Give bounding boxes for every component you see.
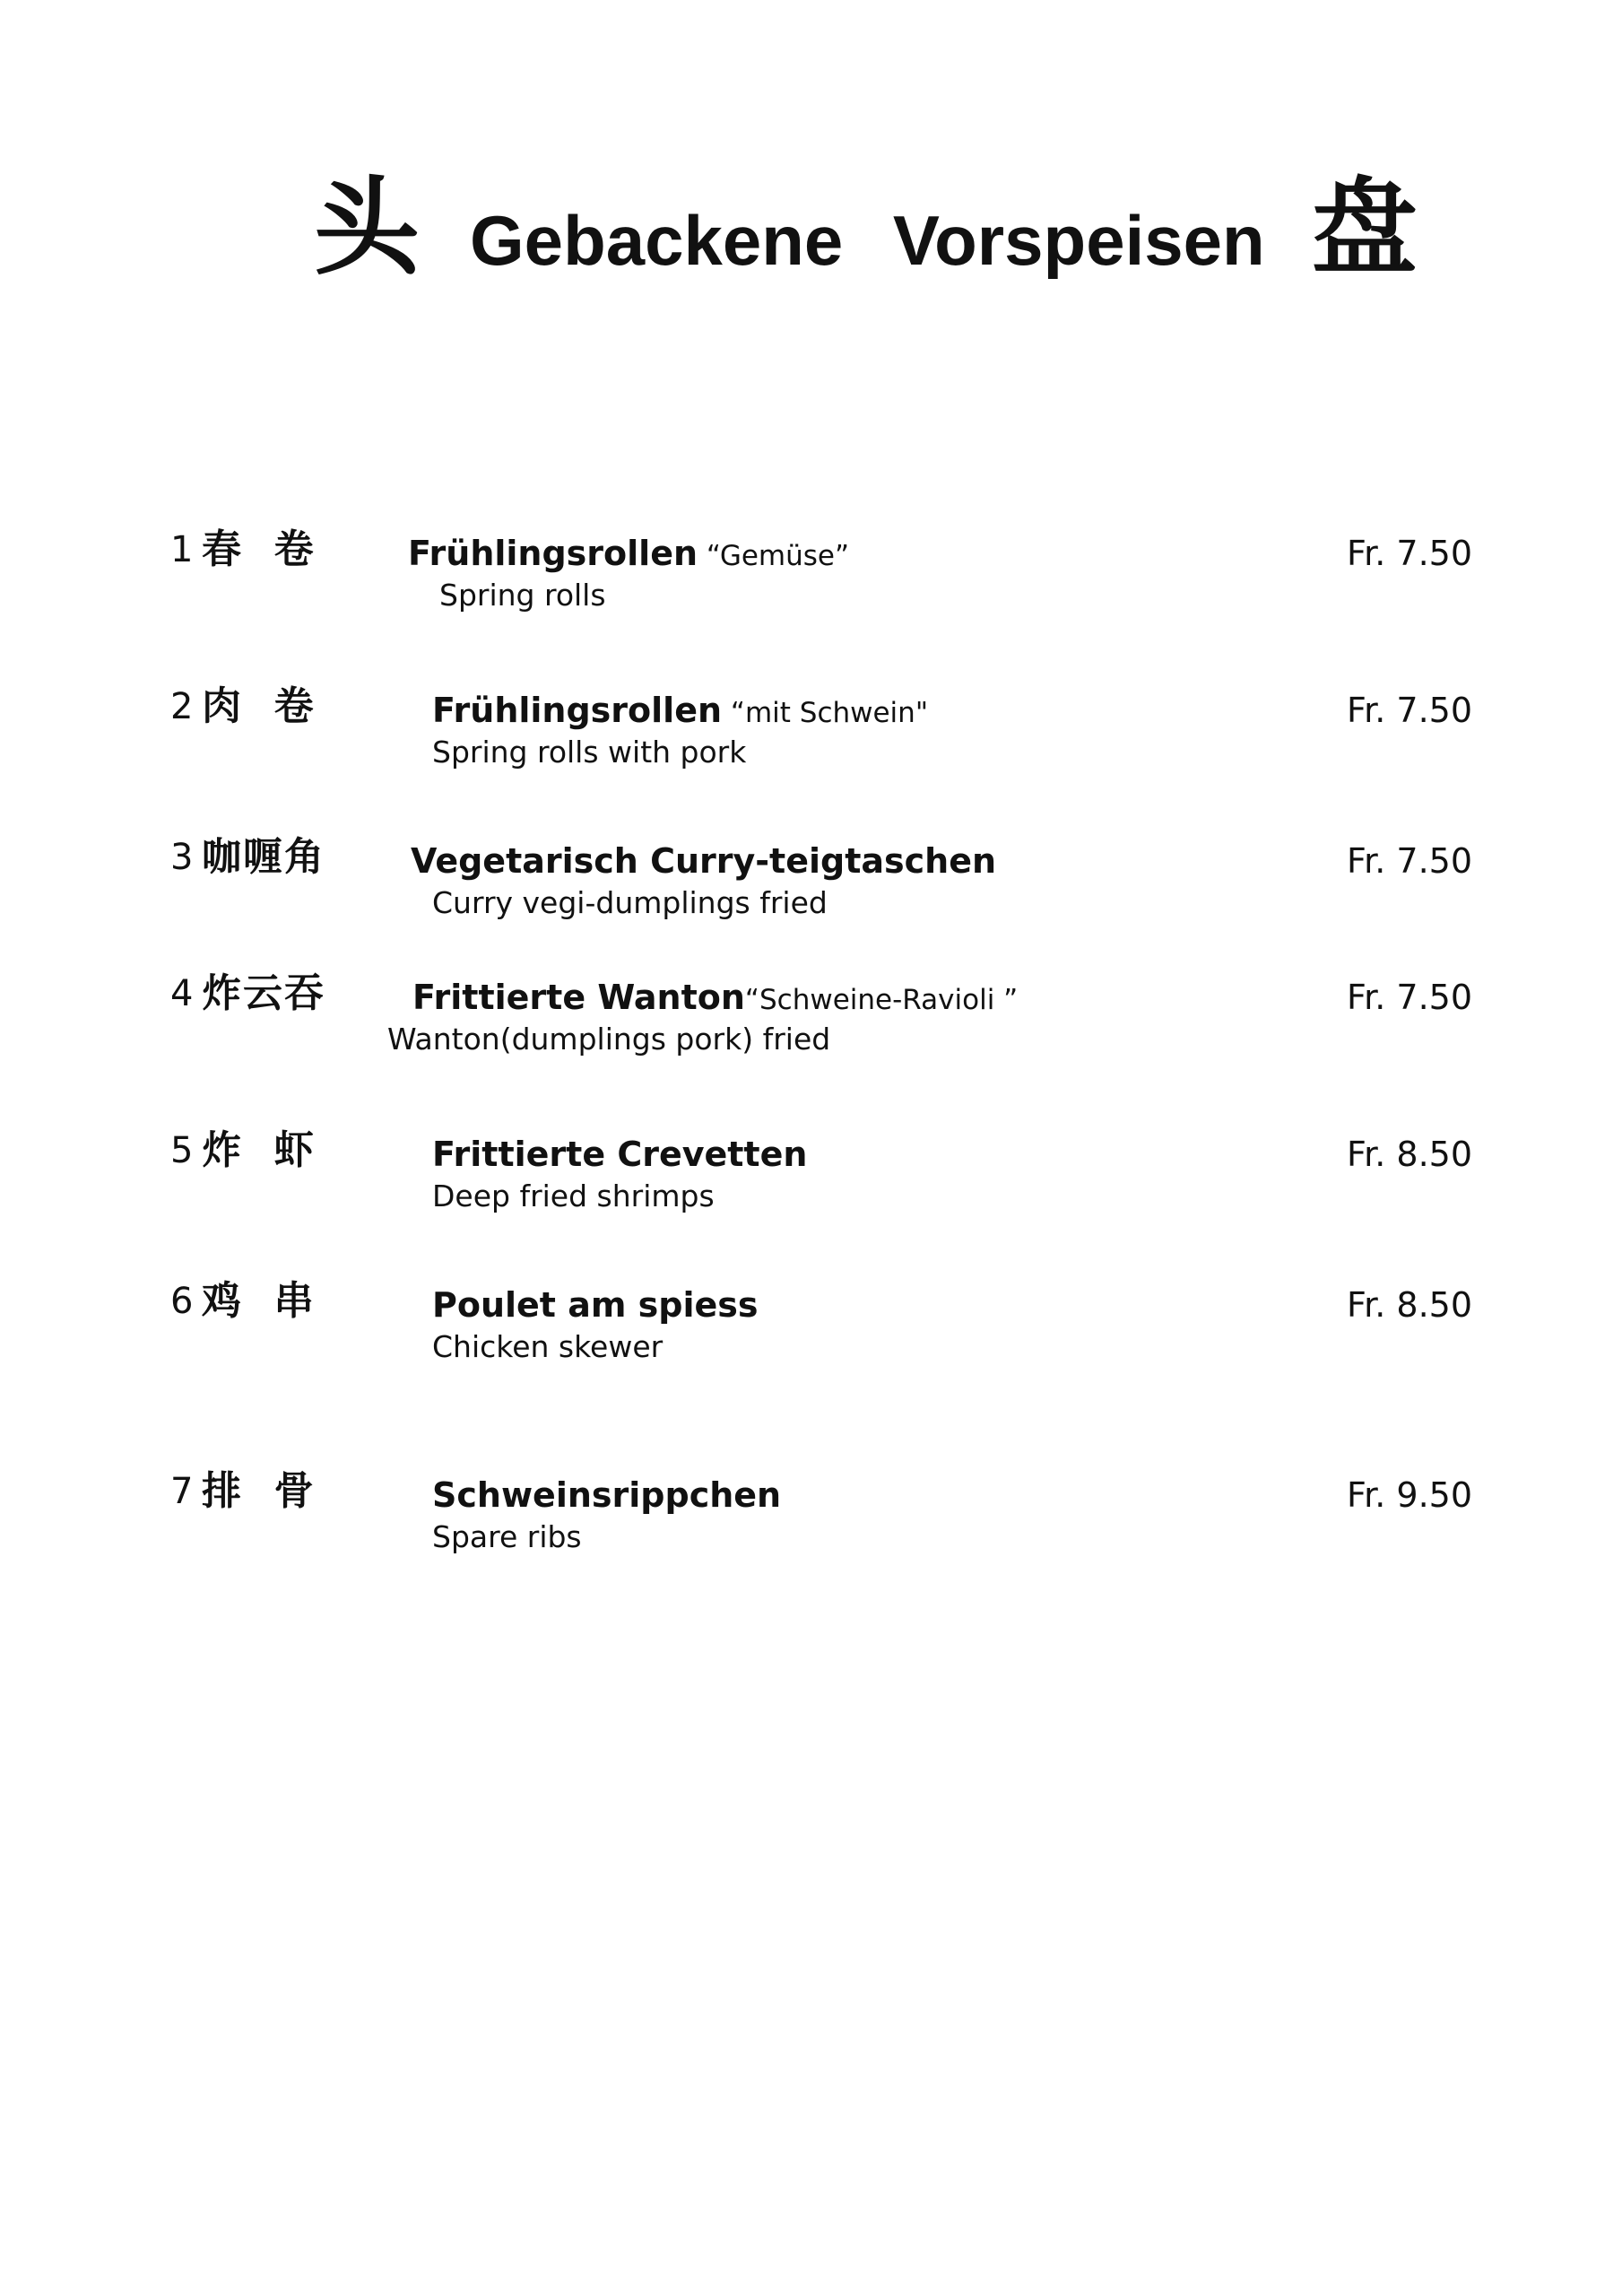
item-chinese-name: 咖喱角 xyxy=(202,834,325,880)
item-number: 1 xyxy=(170,529,194,570)
item-english: Spring rolls xyxy=(439,578,606,613)
item-note: “Schweine-Ravioli ” xyxy=(744,984,1019,1016)
item-name: Frittierte Wanton xyxy=(412,978,745,1017)
item-chinese-name: 炸云吞 xyxy=(202,970,325,1016)
item-chinese-name: 排 骨 xyxy=(202,1468,316,1514)
item-title xyxy=(432,1473,781,1520)
menu-item xyxy=(0,527,1622,635)
item-english: Deep fried shrimps xyxy=(432,1178,715,1213)
item-price: Fr. 7.50 xyxy=(1347,534,1472,573)
item-chinese-name: 肉 卷 xyxy=(202,683,316,729)
item-number: 4 xyxy=(170,973,194,1014)
item-title xyxy=(432,1132,807,1179)
item-title xyxy=(432,1283,759,1330)
menu-item xyxy=(0,1279,1622,1387)
item-title xyxy=(432,688,928,735)
item-name: Frühlingsrollen xyxy=(432,691,723,730)
menu-item xyxy=(0,1128,1622,1236)
item-price: Fr. 8.50 xyxy=(1347,1135,1472,1174)
item-english: Spring rolls with pork xyxy=(432,735,747,770)
menu-item xyxy=(0,971,1622,1079)
item-chinese-name: 鸡 串 xyxy=(202,1278,316,1324)
item-english: Wanton(dumplings pork) fried xyxy=(387,1022,831,1057)
title-text: Gebackene Vorspeisen xyxy=(470,201,1265,280)
item-english: Chicken skewer xyxy=(432,1329,664,1364)
item-title xyxy=(412,975,1018,1022)
item-number: 2 xyxy=(170,686,194,727)
menu-title xyxy=(314,165,1418,290)
item-name: Frühlingsrollen xyxy=(408,534,698,573)
item-price: Fr. 7.50 xyxy=(1347,841,1472,881)
item-english: Curry vegi-dumplings fried xyxy=(432,885,828,920)
item-note: “mit Schwein" xyxy=(722,697,929,729)
item-note: “Gemüse” xyxy=(698,540,850,572)
item-title xyxy=(408,531,849,578)
item-chinese-name: 春 卷 xyxy=(202,526,316,572)
item-name: Frittierte Crevetten xyxy=(432,1135,808,1174)
item-title xyxy=(411,839,996,886)
menu-item xyxy=(0,684,1622,792)
item-number: 3 xyxy=(170,837,194,878)
item-name: Vegetarisch Curry-teigtaschen xyxy=(411,841,997,881)
title-left-character: 头 xyxy=(314,165,421,290)
menu-item xyxy=(0,835,1622,943)
item-price: Fr. 7.50 xyxy=(1347,691,1472,730)
item-number: 7 xyxy=(170,1471,194,1512)
title-right-character: 盘 xyxy=(1311,165,1418,290)
item-english: Spare ribs xyxy=(432,1519,582,1554)
item-name: Poulet am spiess xyxy=(432,1285,759,1325)
item-price: Fr. 7.50 xyxy=(1347,978,1472,1017)
item-number: 6 xyxy=(170,1281,194,1322)
item-price: Fr. 8.50 xyxy=(1347,1285,1472,1325)
item-number: 5 xyxy=(170,1130,194,1171)
item-price: Fr. 9.50 xyxy=(1347,1475,1472,1515)
item-chinese-name: 炸 虾 xyxy=(202,1127,316,1173)
item-name: Schweinsrippchen xyxy=(432,1475,782,1515)
menu-item xyxy=(0,1469,1622,1577)
